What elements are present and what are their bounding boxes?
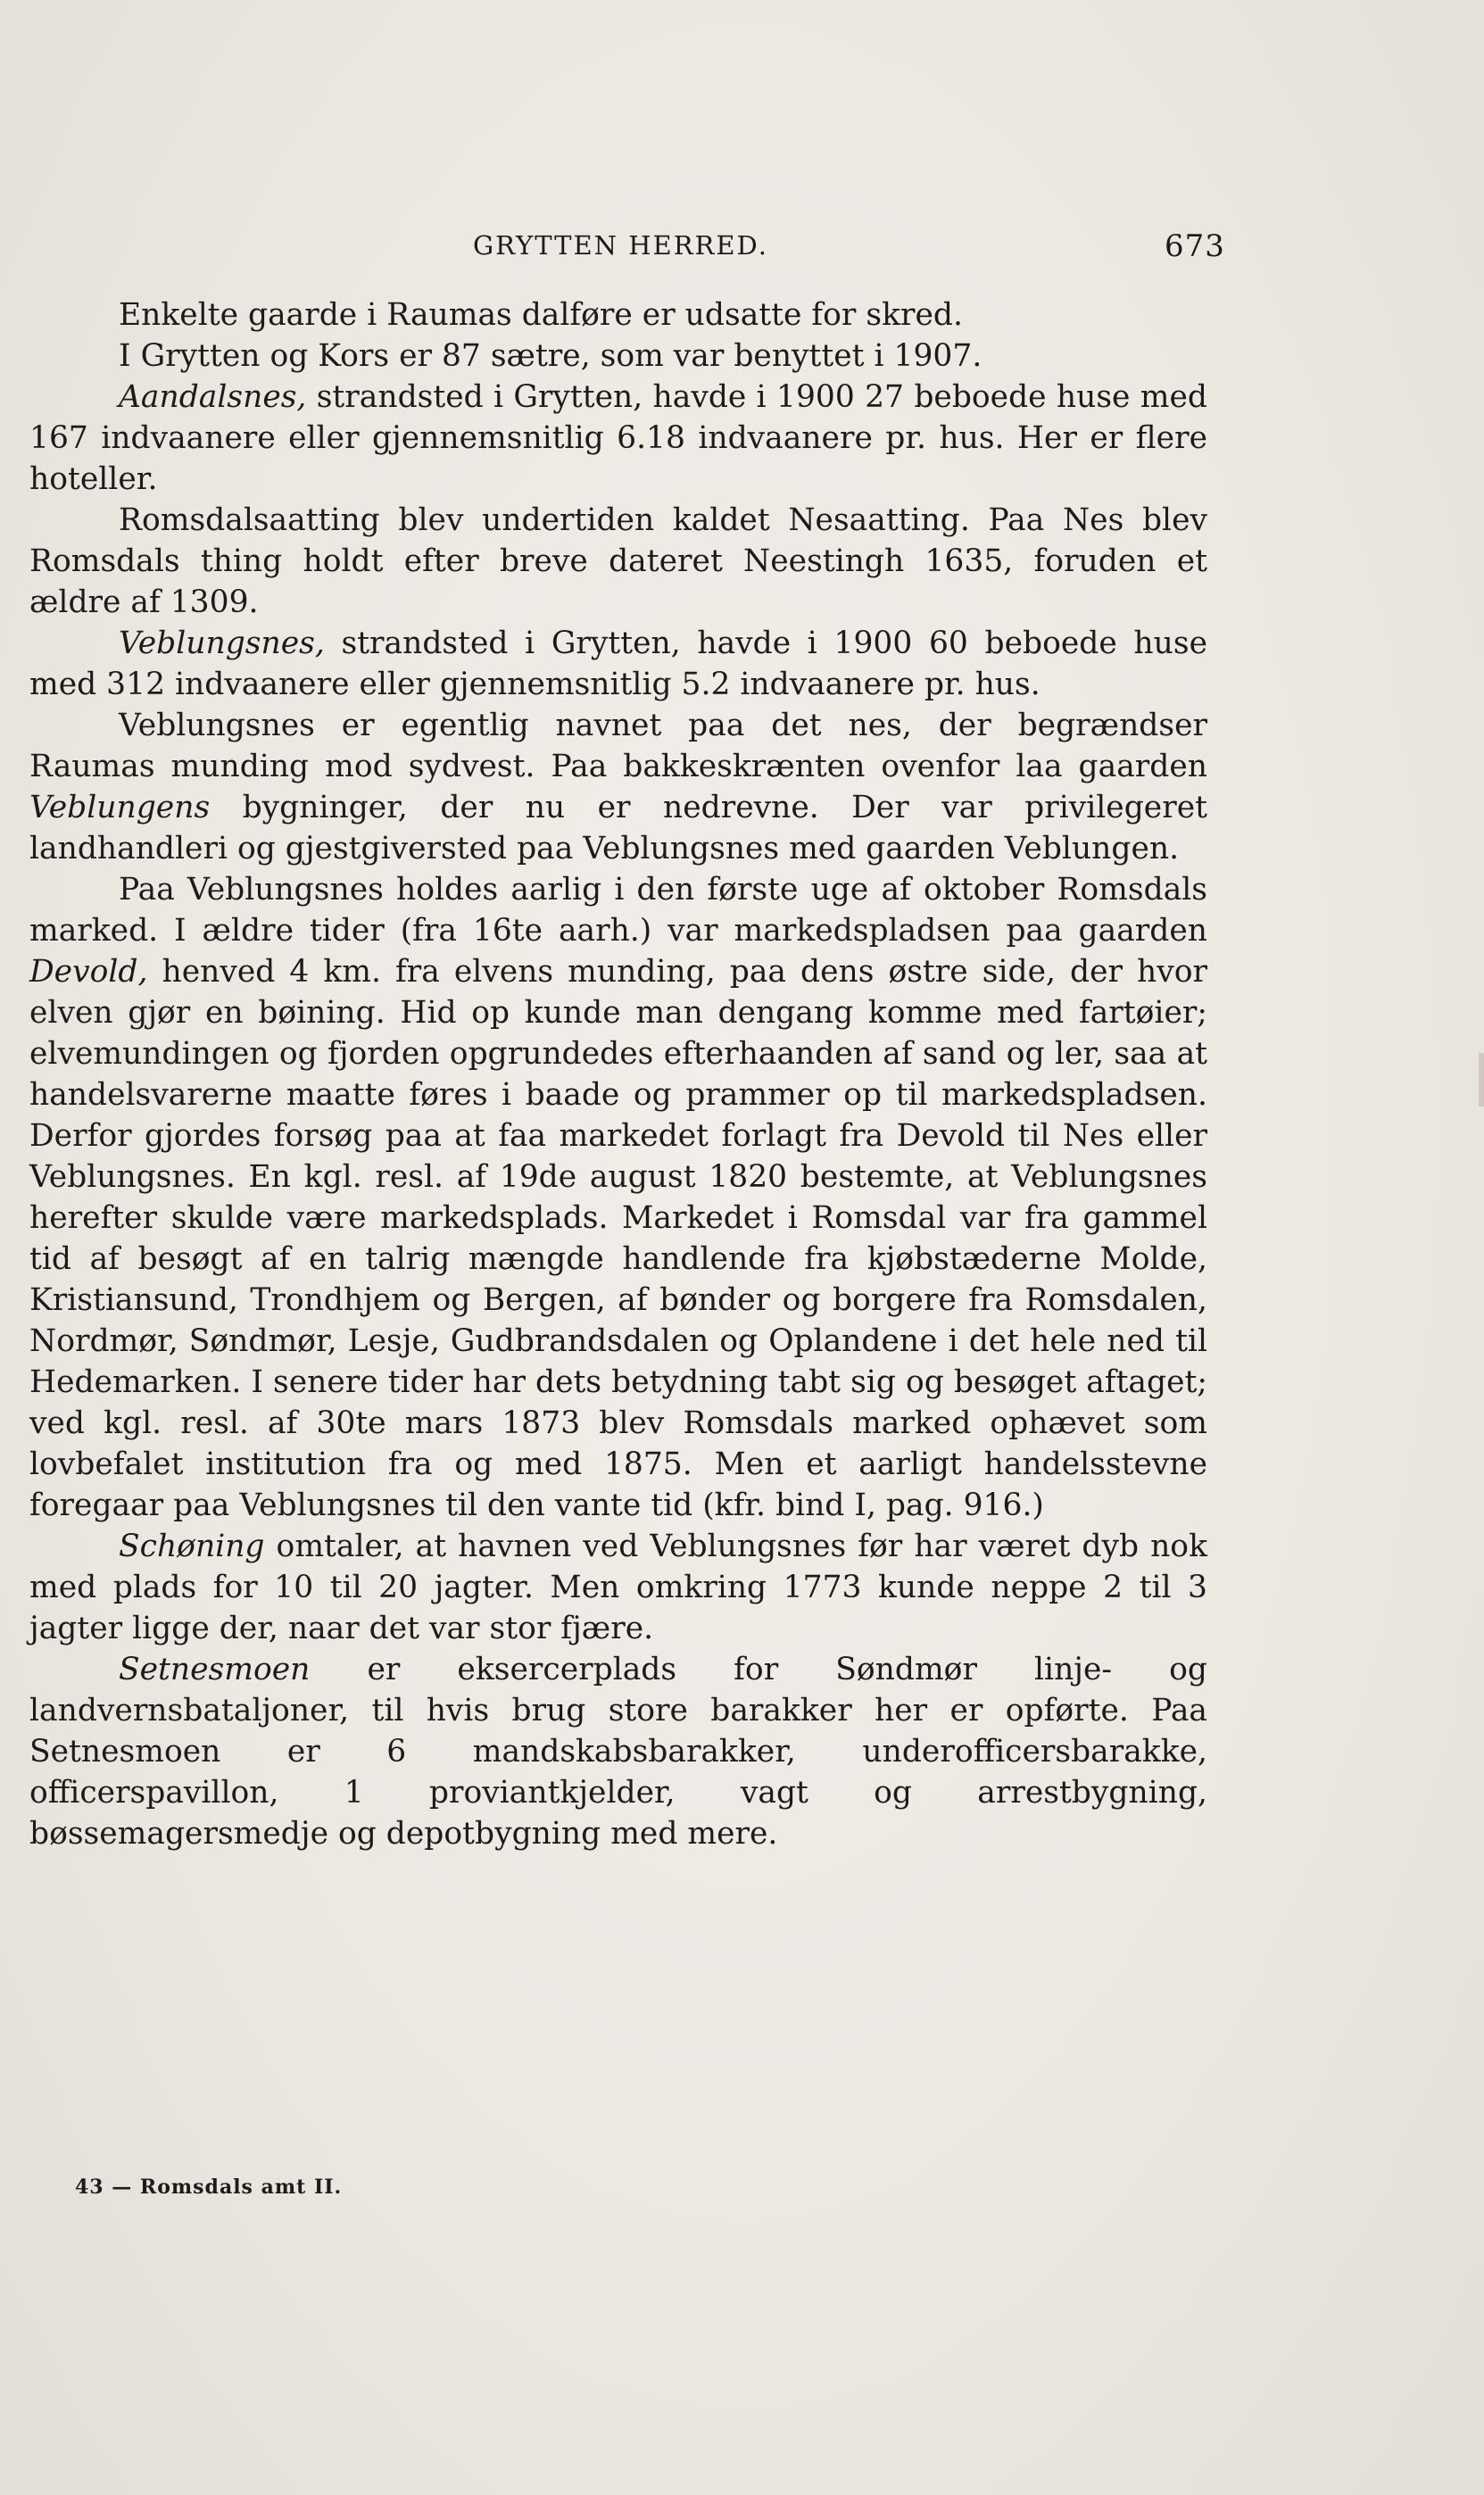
page-edge-mark [1479, 1053, 1484, 1107]
paragraph-setnesmoen [29, 1649, 1207, 1854]
body-text [29, 294, 1207, 1854]
paragraph-text-tail: henved 4 km. fra elvens munding, paa dens østre side, der hvor elven gjør en bøining. Hid op kunde man dengang komme med fartøier; elvemundingen og fjorden opgrundedes efterhaanden af sand og ler, saa at handelsvarerne maatte føres i baade og prammer op til markedspladsen. Derfor gjordes forsøg paa at faa markedet forlagt fra Devold til Nes eller Veblungsnes. En kgl. resl. af 19de august 1820 bestemte, at Veblungsnes herefter skulde være markedsplads. Markedet i Romsdal var fra gammel tid af besøgt af en talrig mængde handlende fra kjøbstæderne Molde, Kristiansund, Trondhjem og Bergen, af bønder og borgere fra Romsdalen, Nordmør, Søndmør, Lesje, Gudbrandsdalen og Oplandene i det hele ned til Hedemarken. I senere tider har dets betydning tabt sig og besøget aftaget; ved kgl. resl. af 30te mars 1873 blev Romsdals marked ophævet som lovbefalet institution fra og med 1875. Men et aarligt handelsstevne foregaar paa Veblungsnes til den vante tid (kfr. bind I, pag. 916.) [29, 954, 1207, 1523]
paragraph-schoning [29, 1526, 1207, 1649]
paragraph-veblungsnes [29, 623, 1207, 705]
footer-signature: 43 — Romsdals amt II. [75, 2176, 343, 2199]
paragraph-text: er eksercerplads for Søndmør linje- og landvernsbataljoner, til hvis brug store barakker her er opførte. Paa Setnesmoen er 6 mandskabsbarakker, underofficersbarakke, officerspavillon, 1 proviantkjelder, vagt og arrestbygning, bøssemagersmedje og depotbygning med mere. [29, 1652, 1207, 1852]
paragraph-marked [29, 869, 1207, 1526]
running-title: GRYTTEN HERRED. [473, 230, 768, 261]
paragraph-text: I Grytten og Kors er 87 sætre, som var benyttet i 1907. [119, 338, 982, 374]
place-name-aandalsnes: Aandalsnes, [119, 379, 307, 415]
italic-term-devold: Devold, [29, 954, 148, 990]
place-name-setnesmoen: Setnesmoen [119, 1652, 311, 1687]
italic-term-veblungens: Veblungens [29, 790, 211, 825]
paragraph-aandalsnes [29, 377, 1207, 500]
paragraph-text: Paa Veblungsnes holdes aarlig i den første uge af oktober Romsdals marked. I ældre tider (fra 16te aarh.) var markedspladsen paa gaarden [29, 872, 1207, 949]
page-number: 673 [1165, 228, 1225, 264]
paragraph-text-tail: bygninger, der nu er nedrevne. Der var privilegeret landhandleri og gjestgiversted paa Veblungsnes med gaarden Veblungen. [29, 790, 1207, 866]
paragraph-text: Enkelte gaarde i Raumas dalføre er udsatte for skred. [119, 297, 963, 333]
paragraph-text: strandsted i Grytten, havde i 1900 27 beboede huse med 167 indvaanere eller gjennemsnitlig 6.18 indvaanere pr. hus. Her er flere hoteller. [29, 379, 1207, 497]
paragraph-text: Romsdalsaatting blev undertiden kaldet Nesaatting. Paa Nes blev Romsdals thing holdt efter breve dateret Neestingh 1635, foruden et ældre af 1309. [29, 502, 1207, 620]
paragraph [29, 336, 1207, 377]
paragraph-text: strandsted i Grytten, havde i 1900 60 beboede huse med 312 indvaanere eller gjennemsnitlig 5.2 indvaanere pr. hus. [29, 626, 1207, 702]
paragraph [29, 500, 1207, 623]
paragraph-text: omtaler, at havnen ved Veblungsnes før har været dyb nok med plads for 10 til 20 jagter. Men omkring 1773 kunde neppe 2 til 3 jagter ligge der, naar det var stor fjære. [29, 1529, 1207, 1646]
paragraph [29, 705, 1207, 869]
paragraph-text: Veblungsnes er egentlig navnet paa det nes, der begrændser Raumas munding mod sydvest. Paa bakkeskrænten ovenfor laa gaarden [29, 708, 1207, 784]
page-header [0, 230, 1484, 266]
paragraph [29, 294, 1207, 336]
author-name-schoning: Schøning [119, 1529, 265, 1564]
place-name-veblungsnes: Veblungsnes, [119, 626, 325, 661]
